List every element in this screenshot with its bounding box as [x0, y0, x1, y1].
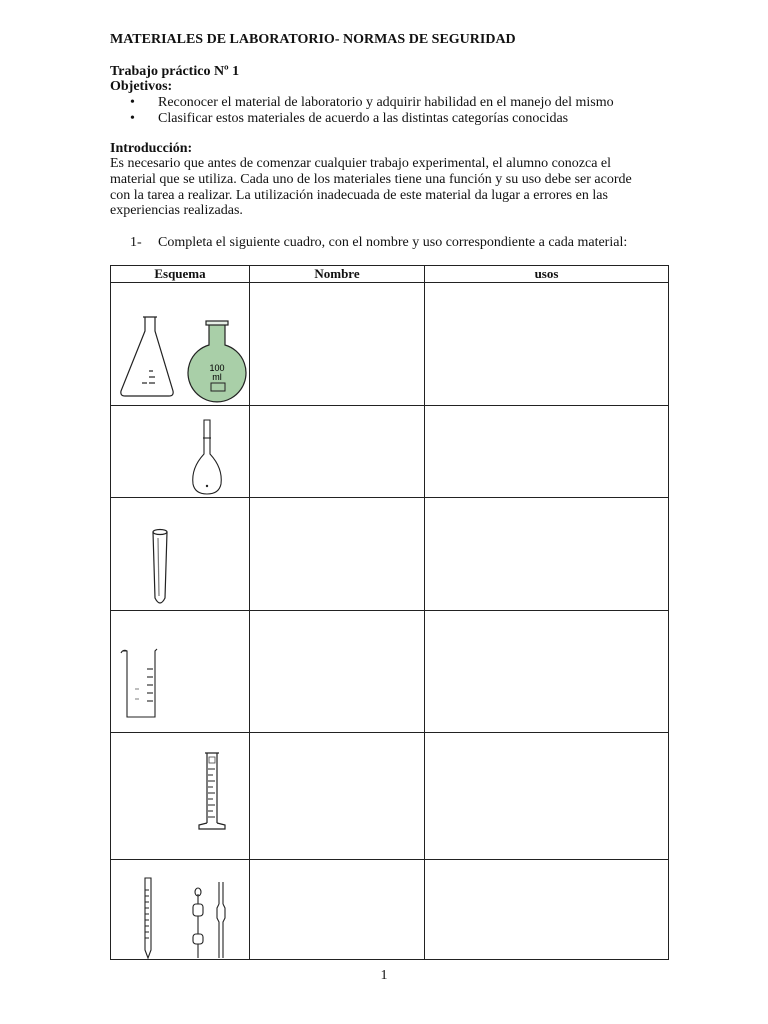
- document-title: MATERIALES DE LABORATORIO- NORMAS DE SEGURIDAD: [110, 32, 516, 47]
- esquema-cell: [111, 733, 250, 860]
- table-row: [111, 611, 669, 733]
- intro-line: experiencias realizadas.: [110, 203, 243, 219]
- introduccion-heading: Introducción:: [110, 141, 193, 156]
- question-text: Completa el siguiente cuadro, con el nombre y uso correspondiente a cada material:: [158, 235, 628, 250]
- esquema-cell: [111, 406, 250, 498]
- introduccion-paragraph: [110, 156, 650, 219]
- usos-cell[interactable]: [425, 283, 669, 406]
- table-row: [111, 498, 669, 611]
- table-row: [111, 283, 669, 406]
- esquema-cell: [111, 283, 250, 406]
- flask-label-top: 100: [209, 363, 225, 373]
- intro-line: Es necesario que antes de comenzar cualquier trabajo experimental, el alumno conozca el: [110, 156, 612, 171]
- header-nombre: Nombre: [250, 266, 425, 283]
- intro-line: material que se utiliza. Cada uno de los materiales tiene una función y su uso debe ser acorde: [110, 171, 632, 187]
- nombre-cell[interactable]: [250, 283, 425, 406]
- flask-label-bottom: ml: [212, 372, 222, 382]
- esquema-cell: [111, 860, 250, 960]
- usos-cell[interactable]: [425, 498, 669, 611]
- nombre-cell[interactable]: [250, 498, 425, 611]
- header-usos: usos: [425, 266, 669, 283]
- practica-heading: Trabajo práctico Nº 1: [110, 64, 240, 79]
- page-number: 1: [380, 968, 388, 983]
- nombre-cell[interactable]: [250, 860, 425, 960]
- objetivos-list: [130, 95, 614, 127]
- pipettes-icon: [111, 860, 249, 959]
- question-1: [130, 235, 627, 251]
- nombre-cell[interactable]: [250, 611, 425, 733]
- volumetric-flask-icon: [111, 406, 249, 497]
- question-number: 1-: [130, 235, 142, 250]
- table-row: [111, 406, 669, 498]
- objetivo-item: • Reconocer el material de laboratorio y adquirir habilidad en el manejo del mismo: [130, 95, 614, 111]
- objetivos-heading: Objetivos:: [110, 79, 173, 94]
- nombre-cell[interactable]: [250, 733, 425, 860]
- table-row: [111, 733, 669, 860]
- table-header-row: [111, 266, 669, 283]
- test-tube-icon: [111, 498, 249, 610]
- usos-cell[interactable]: [425, 406, 669, 498]
- intro-line: con la tarea a realizar. La utilización inadecuada de este material da lugar a errores en las: [110, 187, 608, 203]
- materials-table: [110, 265, 669, 960]
- usos-cell[interactable]: [425, 611, 669, 733]
- erlenmeyer-and-round-flask-icon: [111, 283, 249, 405]
- header-esquema: Esquema: [111, 266, 250, 283]
- table-row: [111, 860, 669, 960]
- usos-cell[interactable]: [425, 733, 669, 860]
- nombre-cell[interactable]: [250, 406, 425, 498]
- graduated-cylinder-icon: [111, 733, 249, 859]
- esquema-cell: [111, 611, 250, 733]
- esquema-cell: [111, 498, 250, 611]
- objetivo-item: • Clasificar estos materiales de acuerdo a las distintas categorías conocidas: [130, 111, 614, 127]
- usos-cell[interactable]: [425, 860, 669, 960]
- beaker-icon: [111, 611, 249, 732]
